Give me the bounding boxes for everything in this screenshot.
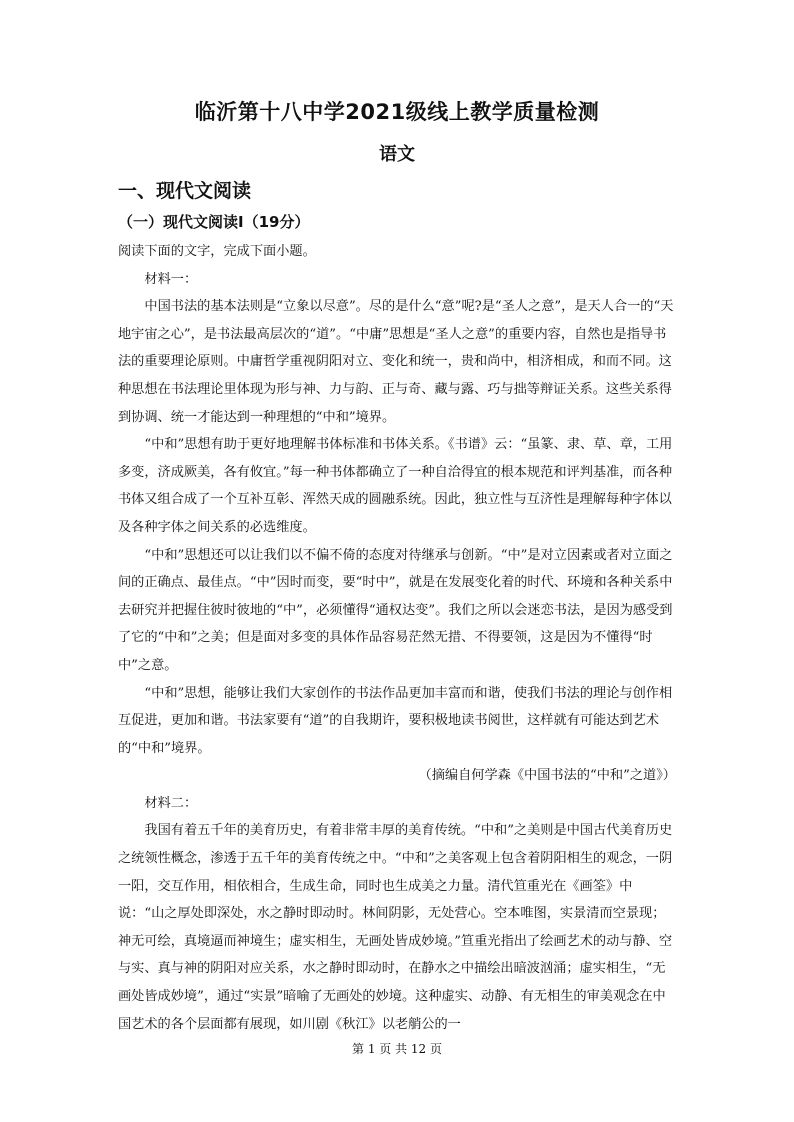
- instruction-text: 阅读下面的文字，完成下面小题。: [118, 244, 316, 259]
- subsection-heading: （一）现代文阅读Ⅰ（19分）: [118, 213, 310, 231]
- exam-title: 临沂第十八中学2021级线上教学质量检测: [194, 100, 600, 124]
- material-1-paragraph-1: 中国书法的基本法则是“立象以尽意”。尽的是什么“意”呢?是“圣人之意”，是天人合一的“天地宇宙之心”，是书法最高层次的“道”。“中庸”思想是“圣人之意”的重要内容，自然也是指导书法的重要理论原则。中庸哲学重视阴阳对立、变化和统一，贵和尚中，相济相成，和而不同。这种思想在书法理论里体现为形与神、力与韵、正与奇、藏与露、巧与拙等辩证关系。这些关系得到协调、统一才能达到一种理想的“中和”境界。: [118, 299, 674, 425]
- material-1-paragraph-3: “中和”思想还可以让我们以不偏不倚的态度对待继承与创新。“中”是对立因素或者对立面之间的正确点、最佳点。“中”因时而变，要“时中”，就是在发展变化着的时代、环境和各种关系中去研究并把握住彼时彼地的“中”，必须懂得“通权达变”。我们之所以会迷恋书法，是因为感受到了它的“中和”之美；但是面对多变的具体作品容易茫然无措、不得要领，这是因为不懂得“时中”之意。: [118, 547, 673, 673]
- material-1-paragraph-2: “中和”思想有助于更好地理解书体标准和书体关系。《书谱》云：“虽篆、隶、草、章，工用多变，济成厥美，各有攸宜。”每一种书体都确立了一种自洽得宜的根本规范和评判基准，而各种书体又组合成了一个互补互彰、浑然天成的圆融系统。因此，独立性与互济性是理解每种字体以及各种字体之间关系的必选维度。: [118, 437, 673, 535]
- section-heading: 一、现代文阅读: [118, 180, 252, 202]
- material-1-source: （摘编自何学森《中国书法的“中和”之道》）: [418, 768, 676, 784]
- material-2-paragraph-1: 我国有着五千年的美育历史，有着非常丰厚的美育传统。“中和”之美则是中国古代美育历史之统领性概念，渗透于五千年的美育传统之中。“中和”之美客观上包含着阴阳相生的观念，一阴一阳，交互作用，相依相合，生成生命，同时也生成美之力量。清代笪重光在《画筌》中说：“山之厚处即深处，水之静时即动时。林间阴影，无处营心。空本唯图，实景清而空景现；神无可绘，真境逼而神境生；虚实相生，无画处皆成妙境。”笪重光指出了绘画艺术的动与静、空与实、真与神的阴阳对应关系，水之静时即动时，在静水之中描绘出暗波汹涌；虚实相生，“无画处皆成妙境”，通过“实景”暗喻了无画处的妙境。这种虚实、动静、有无相生的审美观念在中国艺术的各个层面都有展现，如川剧《秋江》以老艄公的一: [118, 823, 673, 1032]
- material-1-label: 材料一：: [144, 271, 198, 287]
- page-number: 第 1 页 共 12 页: [352, 1042, 442, 1056]
- material-1-paragraph-4: “中和”思想，能够让我们大家创作的书法作品更加丰富而和谐，使我们书法的理论与创作相互促进，更加和谐。书法家要有“道”的自我期许，要积极地读书阅世，这样就有可能达到艺术的“中和”境界。: [118, 685, 673, 756]
- subject-title: 语文: [379, 144, 415, 165]
- material-2-label: 材料二：: [144, 795, 198, 811]
- reading-passage: [118, 238, 676, 1038]
